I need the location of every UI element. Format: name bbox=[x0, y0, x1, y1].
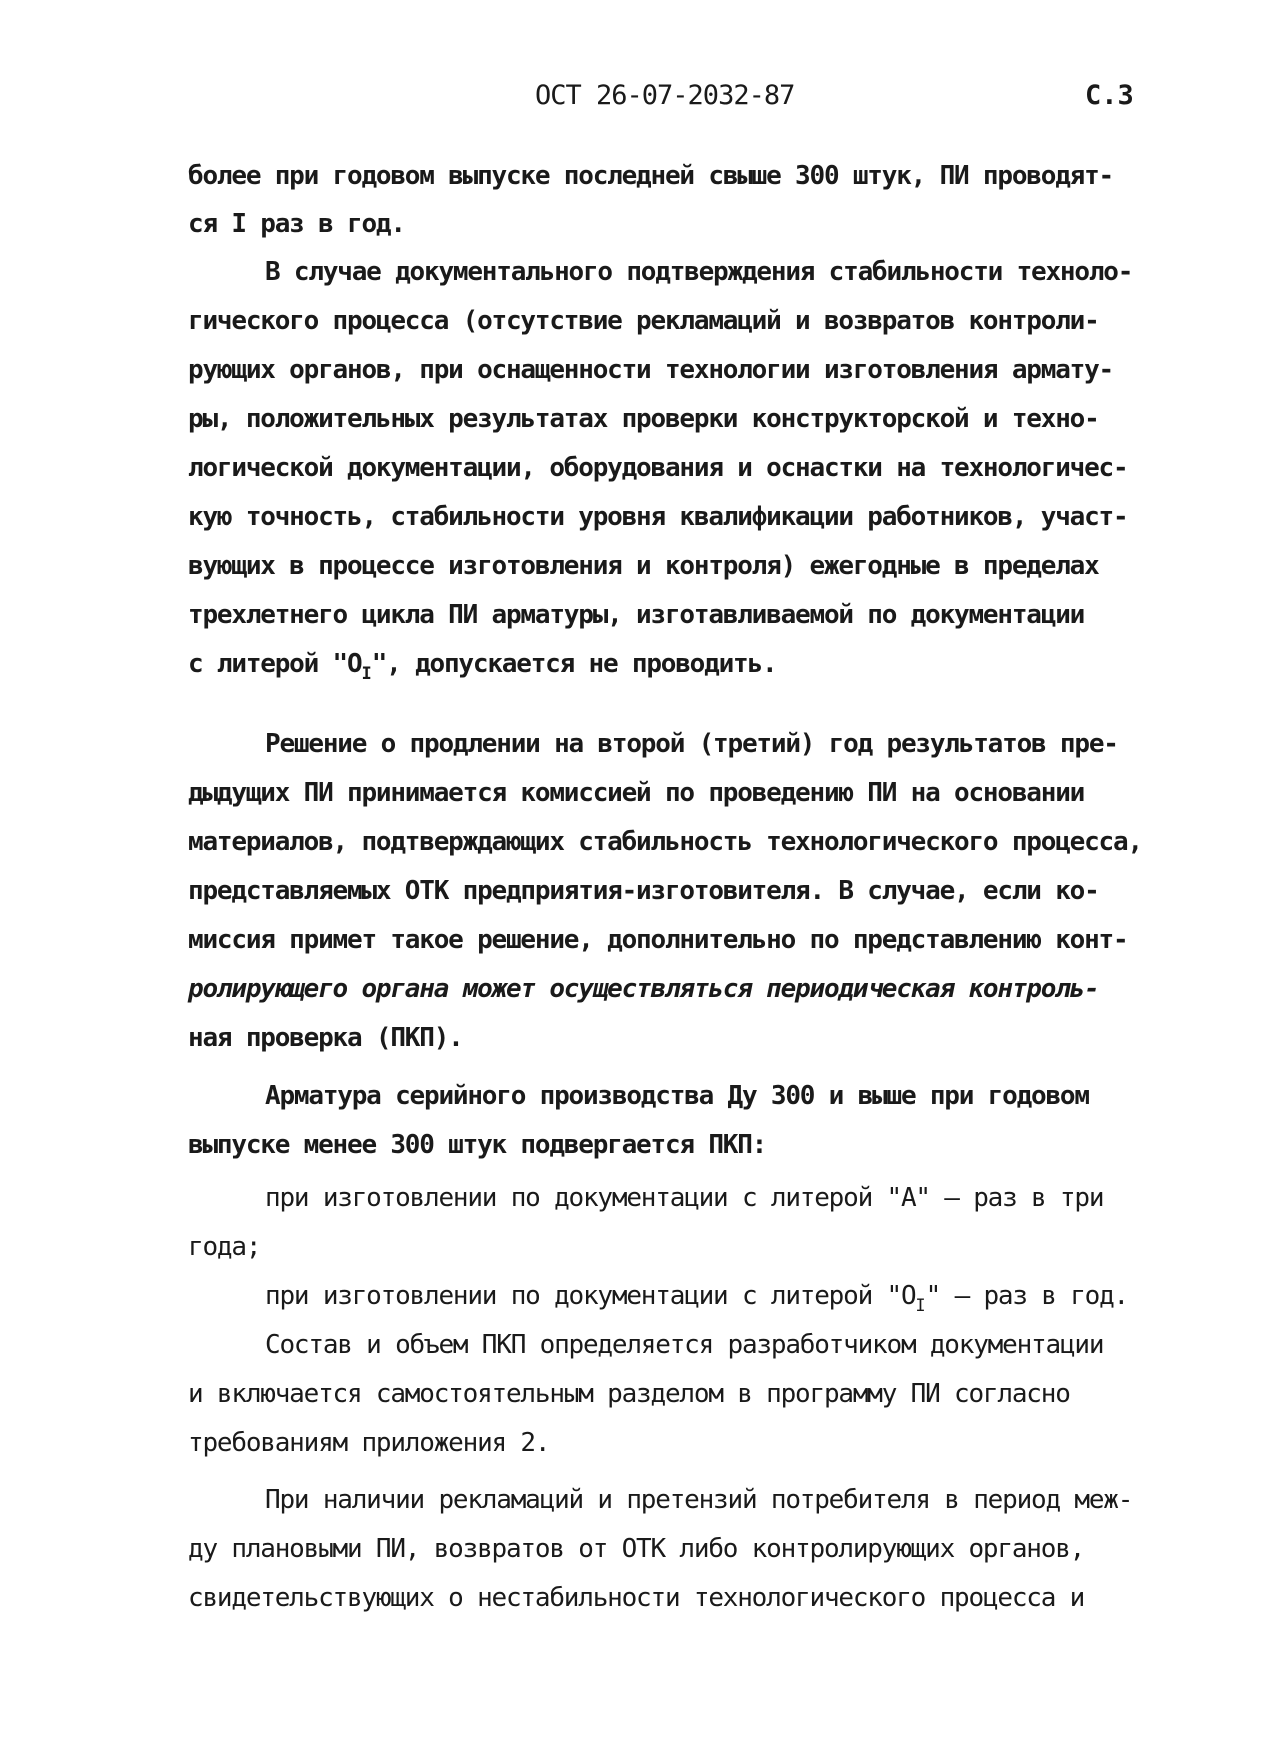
text-line: вующих в процессе изготовления и контроля) ежегодные в пределах bbox=[188, 551, 1099, 581]
text-line: свидетельствующих о нестабильности технологического процесса и bbox=[188, 1583, 1085, 1613]
text-line: ная проверка (ПКП). bbox=[188, 1023, 463, 1053]
subscript: I bbox=[915, 1296, 926, 1316]
text-line: кую точность, стабильности уровня квалификации работников, участ- bbox=[188, 502, 1128, 532]
text-line: трехлетнего цикла ПИ арматуры, изготавливаемой по документации bbox=[188, 600, 1085, 630]
paragraph-first-line: При наличии рекламаций и претензий потребителя в период меж- bbox=[265, 1485, 1133, 1515]
paragraph-first-line: Решение о продлении на второй (третий) год результатов пре- bbox=[265, 729, 1118, 759]
text-line: дыдущих ПИ принимается комиссией по проведению ПИ на основании bbox=[188, 778, 1085, 808]
subscript: I bbox=[361, 664, 372, 684]
paragraph-first-line: при изготовлении по документации с литерой "$О_I$" – раз в год. bbox=[265, 1281, 1129, 1316]
text-line: ду плановыми ПИ, возвратов от ОТК либо контролирующих органов, bbox=[188, 1534, 1085, 1564]
text-line: гического процесса (отсутствие рекламаций и возвратов контроли- bbox=[188, 306, 1099, 336]
text-line: материалов, подтверждающих стабильность технологического процесса, bbox=[188, 827, 1142, 857]
paragraph-first-line: при изготовлении по документации с литерой "А" – раз в три bbox=[265, 1183, 1104, 1213]
text-line: года; bbox=[188, 1232, 261, 1262]
paragraph-first-line: Состав и объем ПКП определяется разработчиком документации bbox=[265, 1330, 1104, 1360]
text-line: миссия примет такое решение, дополнительно по представлению конт- bbox=[188, 925, 1128, 955]
text-line: и включается самостоятельным разделом в программу ПИ согласно bbox=[188, 1379, 1070, 1409]
document-code: ОСТ 26-07-2032-87 bbox=[535, 80, 795, 111]
text-line: логической документации, оборудования и оснастки на технологичес- bbox=[188, 453, 1128, 483]
text-line: более при годовом выпуске последней свыше 300 штук, ПИ проводят- bbox=[188, 161, 1114, 191]
text-line: рующих органов, при оснащенности технологии изготовления армату- bbox=[188, 355, 1114, 385]
paragraph-first-line: Арматура серийного производства Ду 300 и выше при годовом bbox=[265, 1081, 1089, 1111]
text-line: с литерой "$О_I$", допускается не проводить. bbox=[188, 649, 777, 684]
text-line: представляемых ОТК предприятия-изготовителя. В случае, если ко- bbox=[188, 876, 1099, 906]
text-line: ры, положительных результатах проверки конструкторской и техно- bbox=[188, 404, 1099, 434]
text-line: ся I раз в год. bbox=[188, 209, 405, 239]
paragraph-first-line: В случае документального подтверждения стабильности техноло- bbox=[265, 257, 1133, 287]
text-line: ролирующего органа может осуществляться периодическая контроль- bbox=[188, 974, 1099, 1004]
text-line: выпуске менее 300 штук подвергается ПКП: bbox=[188, 1130, 767, 1160]
text-line: требованиям приложения 2. bbox=[188, 1428, 550, 1458]
page-header bbox=[0, 80, 1272, 120]
page-number: С.3 bbox=[1085, 80, 1134, 111]
